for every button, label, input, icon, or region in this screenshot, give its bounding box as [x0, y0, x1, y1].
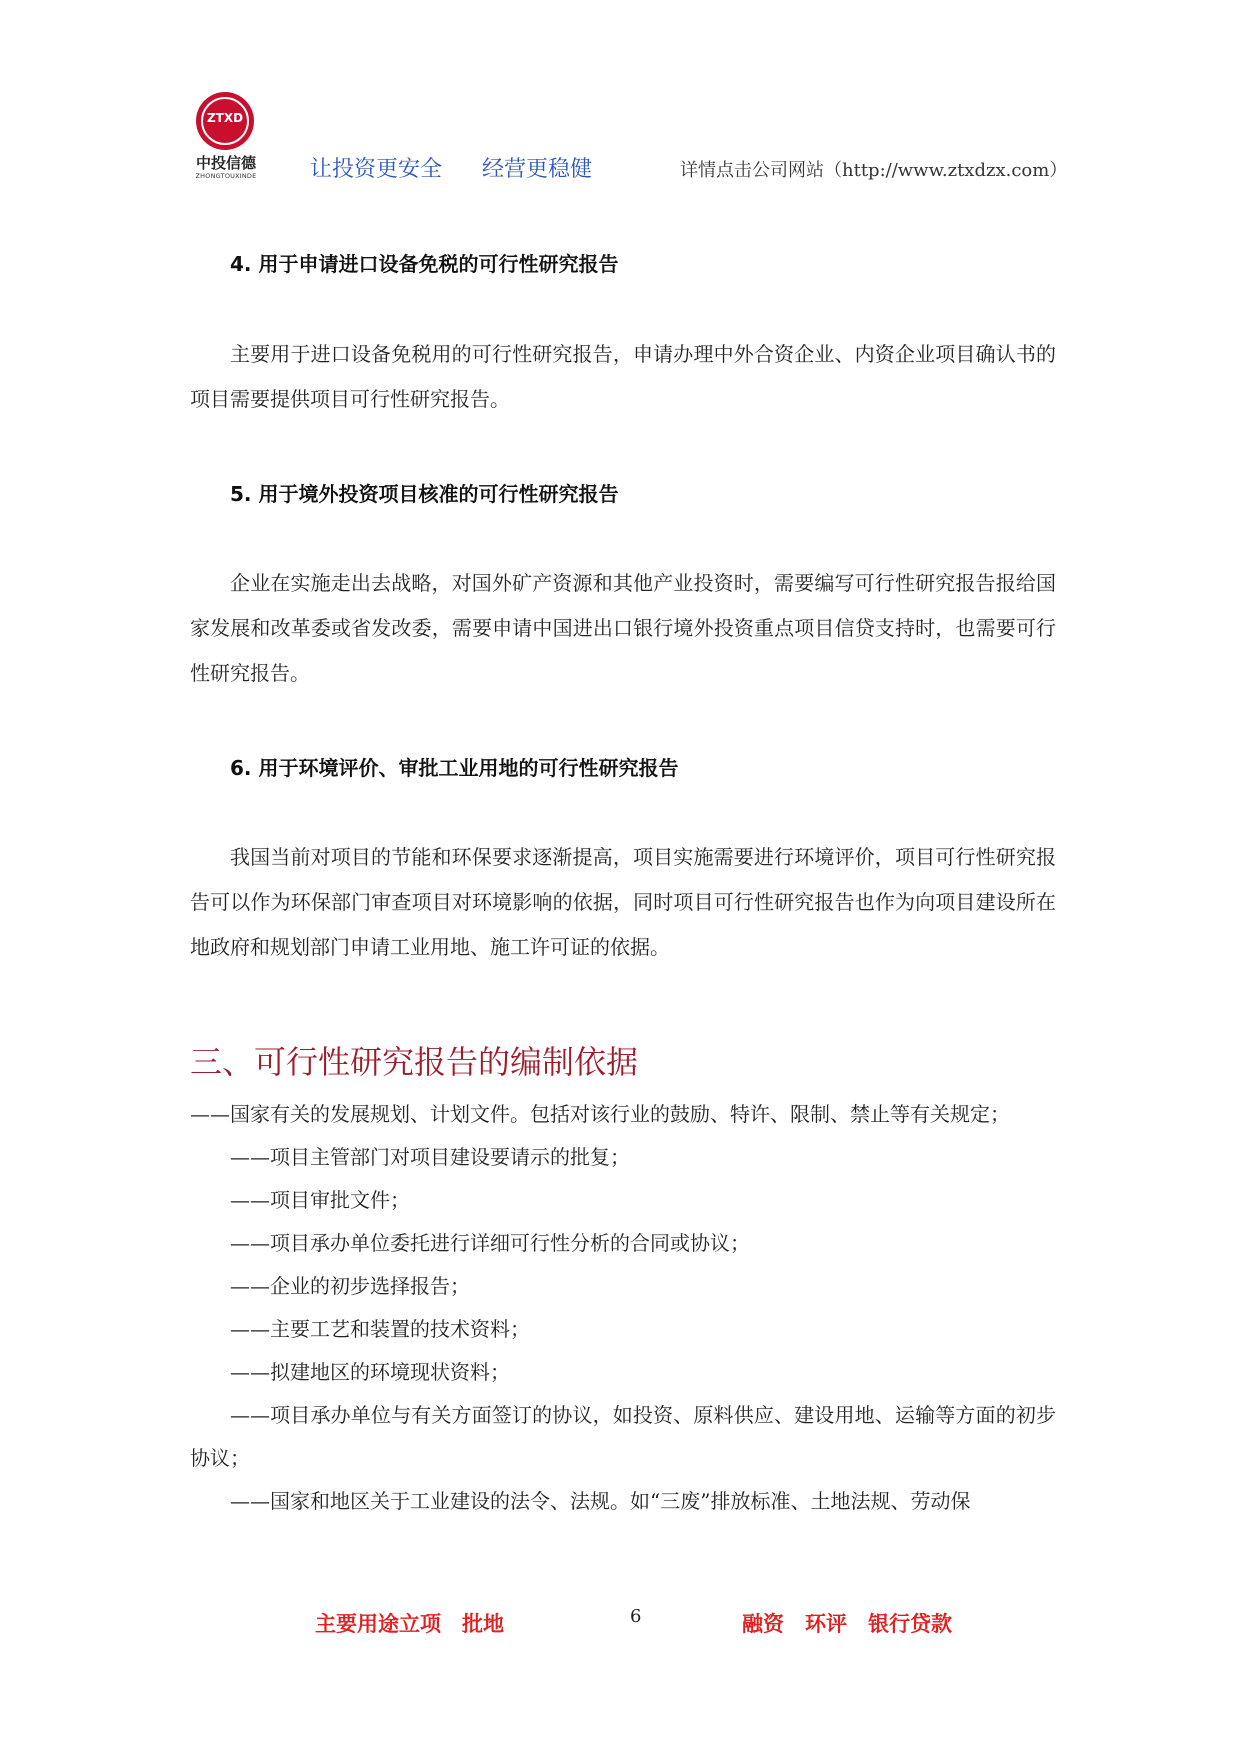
page-number: 6 [630, 1606, 642, 1627]
section-heading-4: 4. 用于申请进口设备免税的可行性研究报告 [230, 252, 619, 276]
list-item: ——项目主管部门对项目建设要请示的批复； [230, 1145, 630, 1169]
list-item: ——主要工艺和装置的技术资料； [230, 1317, 530, 1341]
slogan-steady-operation: 经营更稳健 [482, 157, 593, 182]
list-item: ——拟建地区的环境现状资料； [230, 1360, 510, 1384]
list-item: ——项目承办单位委托进行详细可行性分析的合同或协议； [230, 1231, 750, 1255]
section-title-basis: 三、可行性研究报告的编制依据 [190, 1043, 639, 1081]
section-heading-6: 6. 用于环境评价、审批工业用地的可行性研究报告 [230, 756, 679, 780]
footer-right-text: 融资 环评 银行贷款 [742, 1612, 952, 1636]
list-item: ——企业的初步选择报告； [230, 1274, 470, 1298]
section-body-6: 我国当前对项目的节能和环保要求逐渐提高，项目实施需要进行环境评价，项目可行性研究报告可以作为环保部门审查项目对环境影响的依据，同时项目可行性研究报告也作为向项目建设所在地政府和规划部门申请工业用地、施工许可证的依据。 [190, 845, 1056, 959]
list-item: ——项目审批文件； [230, 1188, 410, 1212]
basis-list [190, 1093, 1056, 1523]
logo-english-name: ZHONGTOUXINDE [195, 172, 257, 180]
section-body-4: 主要用于进口设备免税用的可行性研究报告，申请办理中外合资企业、内资企业项目确认书的项目需要提供项目可行性研究报告。 [190, 342, 1056, 411]
company-website-link[interactable]: 详情点击公司网站（http://www.ztxdzx.com） [680, 160, 1068, 181]
list-item: ——项目承办单位与有关方面签订的协议，如投资、原料供应、建设用地、运输等方面的初步协议； [190, 1403, 1056, 1470]
list-item: ——国家和地区关于工业建设的法令、法规。如“三废”排放标准、土地法规、劳动保 [230, 1489, 971, 1513]
section-heading-5: 5. 用于境外投资项目核准的可行性研究报告 [230, 482, 619, 506]
logo-mark: ZTXD [206, 111, 244, 125]
company-logo [186, 92, 266, 182]
logo-chinese-name: 中投信德 [195, 154, 256, 172]
footer-left-text: 主要用途立项 批地 [315, 1612, 504, 1636]
slogan-safe-investment: 让投资更安全 [310, 157, 443, 182]
logo-emblem-icon [196, 92, 254, 150]
list-item: ——国家有关的发展规划、计划文件。包括对该行业的鼓励、特许、限制、禁止等有关规定； [190, 1102, 1010, 1126]
section-body-5: 企业在实施走出去战略，对国外矿产资源和其他产业投资时，需要编写可行性研究报告报给国家发展和改革委或省发改委，需要申请中国进出口银行境外投资重点项目信贷支持时，也需要可行性研究报告。 [190, 571, 1056, 685]
